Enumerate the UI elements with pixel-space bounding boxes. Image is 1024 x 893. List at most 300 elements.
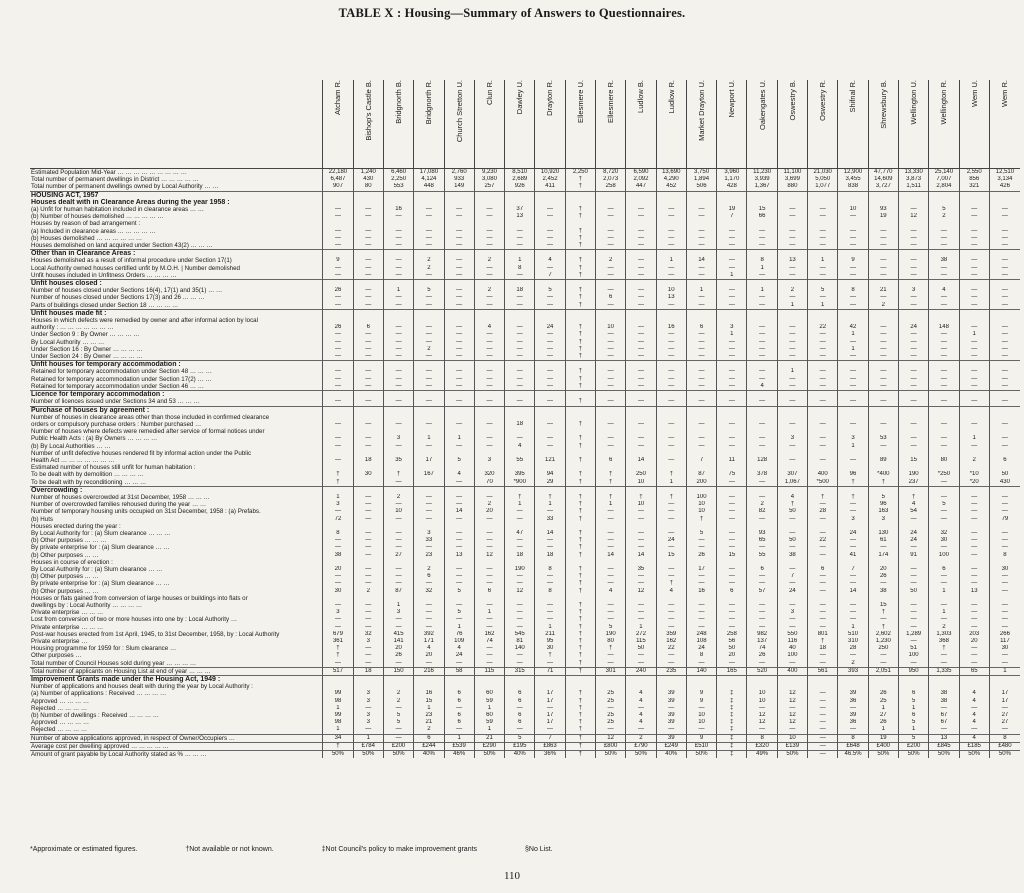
table-cell: — xyxy=(808,368,838,375)
table-cell: — xyxy=(929,421,959,428)
table-cell: 5 xyxy=(414,287,444,294)
table-cell: — xyxy=(444,580,474,587)
table-cell xyxy=(656,676,686,684)
table-cell: — xyxy=(474,435,504,442)
table-cell xyxy=(596,199,626,206)
table-cell xyxy=(626,199,656,206)
row-label: Total number of Council Houses sold during year … … … … xyxy=(31,659,197,667)
table-cell: — xyxy=(596,368,626,375)
table-cell: † xyxy=(565,435,595,442)
table-cell: — xyxy=(414,383,444,391)
table-cell: — xyxy=(444,376,474,383)
table-cell: — xyxy=(474,624,504,631)
table-cell: — xyxy=(868,376,898,383)
table-cell xyxy=(959,220,989,227)
table-cell: — xyxy=(838,294,868,301)
table-cell: — xyxy=(747,346,777,353)
table-cell: † xyxy=(565,690,595,697)
table-cell: 171 xyxy=(414,638,444,645)
table-cell: 4 xyxy=(626,690,656,697)
table-cell: — xyxy=(323,339,353,346)
table-cell: — xyxy=(686,294,716,301)
table-cell: 100 xyxy=(929,552,959,559)
table-cell: 16 xyxy=(656,324,686,331)
table-cell: — xyxy=(777,616,807,623)
column-header-label: Market Drayton U. xyxy=(696,80,706,141)
table-cell: — xyxy=(596,421,626,428)
table-cell: — xyxy=(353,287,383,294)
table-cell: † xyxy=(565,573,595,580)
table-cell: 1 xyxy=(535,501,565,508)
table-cell: — xyxy=(959,508,989,515)
table-cell: 59 xyxy=(474,719,504,726)
table-cell xyxy=(898,191,928,199)
table-cell xyxy=(929,280,959,288)
table-cell: — xyxy=(474,566,504,573)
table-cell: 27 xyxy=(989,719,1020,726)
column-header xyxy=(505,80,535,169)
table-cell xyxy=(717,406,747,414)
table-cell: 3 xyxy=(777,435,807,442)
table-cell: — xyxy=(535,353,565,361)
table-cell: — xyxy=(505,368,535,375)
table-cell: — xyxy=(596,228,626,235)
table-cell xyxy=(777,676,807,684)
table-cell: † xyxy=(565,383,595,391)
table-cell: — xyxy=(747,516,777,523)
table-cell: 42 xyxy=(838,324,868,331)
table-cell: 12 xyxy=(747,712,777,719)
table-cell xyxy=(596,676,626,684)
table-cell xyxy=(474,676,504,684)
table-cell: — xyxy=(353,624,383,631)
table-cell: 6 xyxy=(898,712,928,719)
table-cell: 266 xyxy=(989,631,1020,638)
table-cell: — xyxy=(868,544,898,551)
table-cell: 41 xyxy=(838,552,868,559)
table-cell xyxy=(565,250,595,258)
column-header-label: Drayton R. xyxy=(545,80,555,116)
table-cell: — xyxy=(444,294,474,301)
column-header xyxy=(444,80,474,169)
table-cell xyxy=(626,683,656,690)
table-cell: — xyxy=(656,242,686,250)
table-cell xyxy=(353,250,383,258)
table-cell: — xyxy=(747,443,777,450)
table-cell: — xyxy=(535,602,565,609)
table-cell: 545 xyxy=(505,631,535,638)
table-cell: — xyxy=(656,660,686,668)
table-cell: 57 xyxy=(747,588,777,595)
table-row xyxy=(30,383,1020,391)
table-cell: — xyxy=(686,206,716,213)
table-cell xyxy=(747,280,777,288)
table-cell: — xyxy=(898,339,928,346)
table-cell: — xyxy=(353,435,383,442)
table-cell: — xyxy=(323,537,353,544)
table-cell: 2 xyxy=(414,265,444,272)
table-cell: — xyxy=(383,398,413,406)
table-cell: 4 xyxy=(596,588,626,595)
table-cell: — xyxy=(323,616,353,623)
table-cell: — xyxy=(323,573,353,580)
table-cell xyxy=(959,309,989,317)
table-row xyxy=(30,719,1020,726)
table-cell: — xyxy=(777,324,807,331)
table-cell: 20 xyxy=(414,652,444,659)
row-label: By Local Authority … … … xyxy=(31,338,105,346)
table-cell: — xyxy=(323,624,353,631)
table-cell: — xyxy=(838,272,868,280)
table-cell: — xyxy=(777,272,807,280)
row-label: Number of licences issued under Sections 34 and 53 … … … xyxy=(31,398,200,406)
table-cell: — xyxy=(808,376,838,383)
table-cell xyxy=(989,199,1020,206)
table-row xyxy=(30,501,1020,508)
table-cell: 26 xyxy=(868,690,898,697)
column-header xyxy=(959,80,989,169)
table-cell: — xyxy=(626,421,656,428)
row-label: Houses or flats gained from conversion of large houses or buildings into flats or xyxy=(31,594,248,602)
table-cell: 18 xyxy=(535,552,565,559)
table-cell xyxy=(626,464,656,471)
table-cell: — xyxy=(686,331,716,338)
table-cell xyxy=(535,199,565,206)
row-label: Number of unfit defective houses rendered fit by informal action under the Public xyxy=(31,449,252,457)
table-cell: 74 xyxy=(747,645,777,652)
table-cell: † xyxy=(565,443,595,450)
table-cell: — xyxy=(898,206,928,213)
table-row xyxy=(30,580,1020,587)
table-cell: — xyxy=(868,272,898,280)
table-cell xyxy=(777,191,807,199)
table-cell xyxy=(686,414,716,421)
table-cell: — xyxy=(989,544,1020,551)
table-cell: 96 xyxy=(868,501,898,508)
table-cell xyxy=(535,361,565,369)
table-cell: 12 xyxy=(898,213,928,220)
table-cell: 10 xyxy=(596,324,626,331)
table-row xyxy=(30,530,1020,537)
table-cell: — xyxy=(474,265,504,272)
table-cell: — xyxy=(929,331,959,338)
table-cell: 4 xyxy=(444,645,474,652)
table-cell: — xyxy=(323,265,353,272)
table-cell: 149 xyxy=(444,183,474,191)
table-cell: — xyxy=(838,726,868,734)
table-cell xyxy=(838,428,868,435)
table-cell: — xyxy=(626,213,656,220)
table-cell: 50% xyxy=(353,751,383,759)
table-cell: — xyxy=(838,705,868,712)
table-cell: — xyxy=(626,353,656,361)
table-cell xyxy=(898,523,928,530)
table-row xyxy=(30,645,1020,652)
table-cell: 3 xyxy=(353,638,383,645)
table-cell: 1,289 xyxy=(898,631,928,638)
table-cell xyxy=(414,220,444,227)
table-cell: 6,460 xyxy=(383,169,413,177)
table-cell: 5 xyxy=(898,719,928,726)
table-cell: 6,590 xyxy=(626,169,656,177)
table-cell xyxy=(777,199,807,206)
table-cell: — xyxy=(626,616,656,623)
table-cell xyxy=(323,280,353,288)
table-cell: 4 xyxy=(444,471,474,478)
table-cell: 14 xyxy=(626,457,656,464)
table-cell: 20 xyxy=(717,652,747,659)
table-cell: ‡ xyxy=(717,690,747,697)
table-cell: — xyxy=(898,265,928,272)
table-row xyxy=(30,346,1020,353)
table-cell xyxy=(535,683,565,690)
table-cell xyxy=(444,391,474,399)
table-cell: 4 xyxy=(747,383,777,391)
table-cell: 1 xyxy=(747,287,777,294)
table-cell: 32 xyxy=(414,588,444,595)
table-cell: — xyxy=(959,705,989,712)
table-cell: 30 xyxy=(535,645,565,652)
table-cell: 1 xyxy=(838,624,868,631)
row-label: Unfit houses included in Unfitness Orders … … … … xyxy=(31,271,177,279)
table-cell: — xyxy=(808,242,838,250)
column-header xyxy=(414,80,444,169)
table-cell: — xyxy=(898,331,928,338)
table-cell: 211 xyxy=(535,631,565,638)
table-cell xyxy=(626,280,656,288)
table-cell: — xyxy=(747,479,777,487)
table-cell: — xyxy=(474,443,504,450)
table-cell xyxy=(565,361,595,369)
table-row xyxy=(30,457,1020,464)
table-cell: — xyxy=(596,398,626,406)
table-cell xyxy=(838,317,868,324)
table-cell: — xyxy=(989,265,1020,272)
row-label: To be dealt with by reconditioning … … … xyxy=(31,478,147,486)
table-cell xyxy=(383,414,413,421)
table-cell: — xyxy=(383,660,413,668)
table-cell: 392 xyxy=(414,631,444,638)
table-cell: 856 xyxy=(959,176,989,183)
table-cell: — xyxy=(777,242,807,250)
table-cell xyxy=(383,280,413,288)
table-cell: 2,452 xyxy=(535,176,565,183)
table-cell: 39 xyxy=(838,712,868,719)
table-cell: — xyxy=(505,516,535,523)
table-cell: — xyxy=(414,494,444,501)
table-cell: 91 xyxy=(898,552,928,559)
table-cell: 190 xyxy=(505,566,535,573)
table-cell xyxy=(353,683,383,690)
table-cell xyxy=(929,317,959,324)
table-cell xyxy=(535,486,565,494)
table-cell: 150 xyxy=(383,667,413,675)
row-label: (b) Number of houses demolished … … … … … xyxy=(31,213,164,221)
table-cell: 6 xyxy=(596,457,626,464)
table-cell xyxy=(626,317,656,324)
table-cell: — xyxy=(898,660,928,668)
table-cell: — xyxy=(959,339,989,346)
table-cell xyxy=(959,317,989,324)
table-cell: ‡ xyxy=(717,751,747,759)
table-cell: 24 xyxy=(898,530,928,537)
table-cell: 115 xyxy=(474,667,504,675)
table-cell: 3 xyxy=(474,457,504,464)
row-label: (a) Included in clearance areas … … … … … xyxy=(31,227,156,235)
table-cell xyxy=(656,250,686,258)
row-label: Under Section 9 : By Owner … … … … xyxy=(31,331,140,339)
table-cell: — xyxy=(535,537,565,544)
table-cell: 2 xyxy=(838,660,868,668)
table-cell: — xyxy=(929,353,959,361)
table-cell: 47,770 xyxy=(868,169,898,177)
table-cell xyxy=(989,220,1020,227)
table-cell xyxy=(717,559,747,566)
table-cell: — xyxy=(808,751,838,759)
table-cell: — xyxy=(414,501,444,508)
table-cell xyxy=(868,414,898,421)
table-cell xyxy=(808,391,838,399)
table-cell: — xyxy=(626,228,656,235)
table-cell: 116 xyxy=(777,638,807,645)
table-row xyxy=(30,450,1020,457)
table-cell: 22 xyxy=(808,324,838,331)
table-cell: 21 xyxy=(474,734,504,742)
table-cell: — xyxy=(717,421,747,428)
column-header-label: Church Stretton U. xyxy=(454,80,464,143)
table-cell: 24 xyxy=(444,652,474,659)
table-cell xyxy=(323,250,353,258)
table-cell: — xyxy=(717,235,747,242)
table-cell: 8 xyxy=(989,552,1020,559)
table-cell xyxy=(717,317,747,324)
table-cell: — xyxy=(777,457,807,464)
table-cell xyxy=(777,428,807,435)
table-cell: — xyxy=(656,376,686,383)
table-cell: — xyxy=(717,242,747,250)
table-cell xyxy=(868,428,898,435)
table-cell: — xyxy=(777,376,807,383)
table-cell xyxy=(505,428,535,435)
column-header xyxy=(717,80,747,169)
table-cell xyxy=(898,676,928,684)
table-cell xyxy=(474,486,504,494)
table-cell xyxy=(777,683,807,690)
table-cell xyxy=(838,523,868,530)
table-cell: — xyxy=(656,726,686,734)
table-cell: 307 xyxy=(777,471,807,478)
table-cell: 2 xyxy=(414,346,444,353)
column-header-label: Oakengates U. xyxy=(757,80,767,131)
table-cell: — xyxy=(444,242,474,250)
table-cell xyxy=(353,220,383,227)
table-cell xyxy=(717,676,747,684)
table-cell: 33 xyxy=(535,516,565,523)
table-cell: — xyxy=(626,530,656,537)
table-cell xyxy=(535,391,565,399)
table-cell: — xyxy=(929,479,959,487)
table-row xyxy=(30,169,1020,177)
table-cell: 26 xyxy=(868,573,898,580)
table-cell xyxy=(777,406,807,414)
table-cell xyxy=(565,523,595,530)
table-cell: 7 xyxy=(777,573,807,580)
table-cell: — xyxy=(929,339,959,346)
table-cell: 3,873 xyxy=(898,176,928,183)
table-cell: 26 xyxy=(868,719,898,726)
table-cell: 5 xyxy=(868,494,898,501)
column-header xyxy=(989,80,1020,169)
table-cell xyxy=(474,683,504,690)
table-cell: — xyxy=(898,443,928,450)
table-cell xyxy=(686,250,716,258)
table-cell xyxy=(747,595,777,602)
table-cell: — xyxy=(323,353,353,361)
table-cell: † xyxy=(565,645,595,652)
table-row xyxy=(30,213,1020,220)
table-cell xyxy=(444,361,474,369)
table-cell xyxy=(596,683,626,690)
table-cell: 1,170 xyxy=(717,176,747,183)
table-cell: 2,760 xyxy=(444,169,474,177)
table-cell: 10 xyxy=(383,508,413,515)
table-cell xyxy=(929,414,959,421)
table-cell xyxy=(777,280,807,288)
table-cell: — xyxy=(808,213,838,220)
table-cell: 50% xyxy=(383,751,413,759)
table-cell xyxy=(989,309,1020,317)
table-row xyxy=(30,726,1020,734)
table-cell xyxy=(626,559,656,566)
table-cell: † xyxy=(868,609,898,616)
table-cell: — xyxy=(596,443,626,450)
row-label: Houses demolished on land acquired under Section 43(2) … … … xyxy=(31,242,213,250)
table-cell: — xyxy=(596,609,626,616)
table-cell: 50 xyxy=(717,645,747,652)
table-cell: — xyxy=(505,272,535,280)
table-cell xyxy=(838,683,868,690)
table-cell: † xyxy=(656,494,686,501)
table-cell xyxy=(414,199,444,206)
table-cell: 10 xyxy=(686,501,716,508)
table-cell: — xyxy=(808,705,838,712)
table-cell xyxy=(808,676,838,684)
table-cell: — xyxy=(626,508,656,515)
table-cell: — xyxy=(626,242,656,250)
table-cell xyxy=(747,450,777,457)
table-cell: 3,699 xyxy=(777,176,807,183)
table-cell: 3 xyxy=(323,609,353,616)
table-cell: † xyxy=(838,494,868,501)
table-cell: — xyxy=(686,616,716,623)
table-cell: 12 xyxy=(626,588,656,595)
table-cell xyxy=(838,676,868,684)
table-cell: — xyxy=(596,516,626,523)
table-cell: 50% xyxy=(686,751,716,759)
table-cell xyxy=(414,595,444,602)
table-cell xyxy=(444,414,474,421)
table-cell xyxy=(414,464,444,471)
table-cell: — xyxy=(414,368,444,375)
table-cell: 9 xyxy=(686,698,716,705)
column-header xyxy=(747,80,777,169)
table-cell: 553 xyxy=(383,183,413,191)
table-cell: — xyxy=(898,294,928,301)
row-label: (b) Other purposes … … … xyxy=(31,537,107,545)
table-cell xyxy=(383,309,413,317)
table-cell: £320 xyxy=(747,742,777,750)
table-cell: — xyxy=(535,705,565,712)
